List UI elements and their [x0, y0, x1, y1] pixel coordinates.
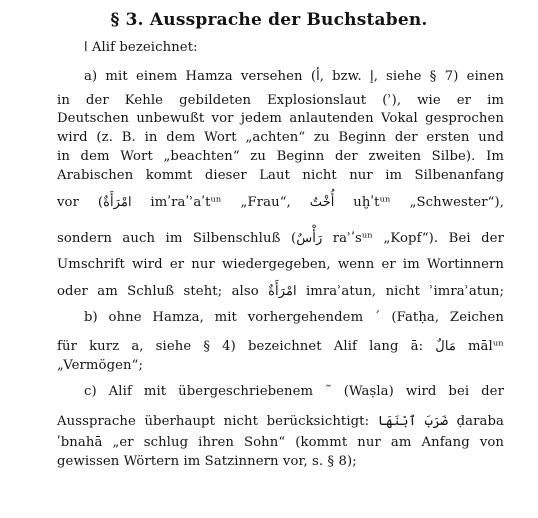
intro-line: ا Alif bezeichnet:: [84, 40, 198, 55]
para-a-line: oder am Schluß steht; also امْرَأَةٌ imraʾatun, nicht ʾimraʾatun;: [57, 284, 504, 299]
para-a-line: sondern auch im Silbenschluß (رَأْسٌ raʾʹsᵘⁿ „Kopf“). Bei der: [57, 231, 504, 246]
para-c-line: Aussprache überhaupt nicht berücksichtigt: ضَرَبَ ٱبْنَهَا ḍaraba: [57, 414, 504, 429]
para-a-line: wird (z. B. in dem Wort „achten“ zu Beginn der ersten und: [57, 130, 504, 145]
para-b-line: b) ohne Hamza, mit vorhergehendem ´ (Fatḥa, Zeichen: [84, 310, 504, 325]
section-heading: § 3. Aussprache der Buchstaben.: [110, 10, 428, 30]
para-a-line: a) mit einem Hamza versehen (أ, bzw. إ, siehe § 7) einen: [84, 69, 504, 84]
para-c-line: ʹbnahā „er schlug ihren Sohn“ (kommt nur am Anfang von: [57, 435, 504, 450]
para-b-line: „Vermögen“;: [57, 358, 143, 373]
para-c-line: gewissen Wörtern im Satzinnern vor, s. § 8);: [57, 454, 357, 469]
para-c-line: c) Alif mit übergeschriebenem ῀ (Waṣla) wird bei der: [84, 384, 504, 399]
para-a-line: Arabischen kommt dieser Laut nicht nur im Silbenanfang: [57, 168, 504, 183]
para-a-line: Deutschen unbewußt vor jedem anlautenden Vokal gesprochen: [57, 111, 504, 126]
para-a-line: vor (امْرَأَةٌ imʹraʹʾaʹtᵘⁿ „Frau“, أُخْتٌ uḫʹtᵘⁿ „Schwester“),: [57, 195, 504, 210]
para-a-line: in der Kehle gebildeten Explosionslaut (ʾ), wie er im: [57, 93, 504, 108]
para-b-line: für kurz a, siehe § 4) bezeichnet Alif lang ā: مَالٌ mālᵘⁿ: [57, 339, 505, 354]
para-a-line: in dem Wort „beachten“ zu Beginn der zweiten Silbe). Im: [57, 149, 504, 164]
para-a-line: Umschrift wird er nur wiedergegeben, wenn er im Wortinnern: [57, 257, 504, 272]
